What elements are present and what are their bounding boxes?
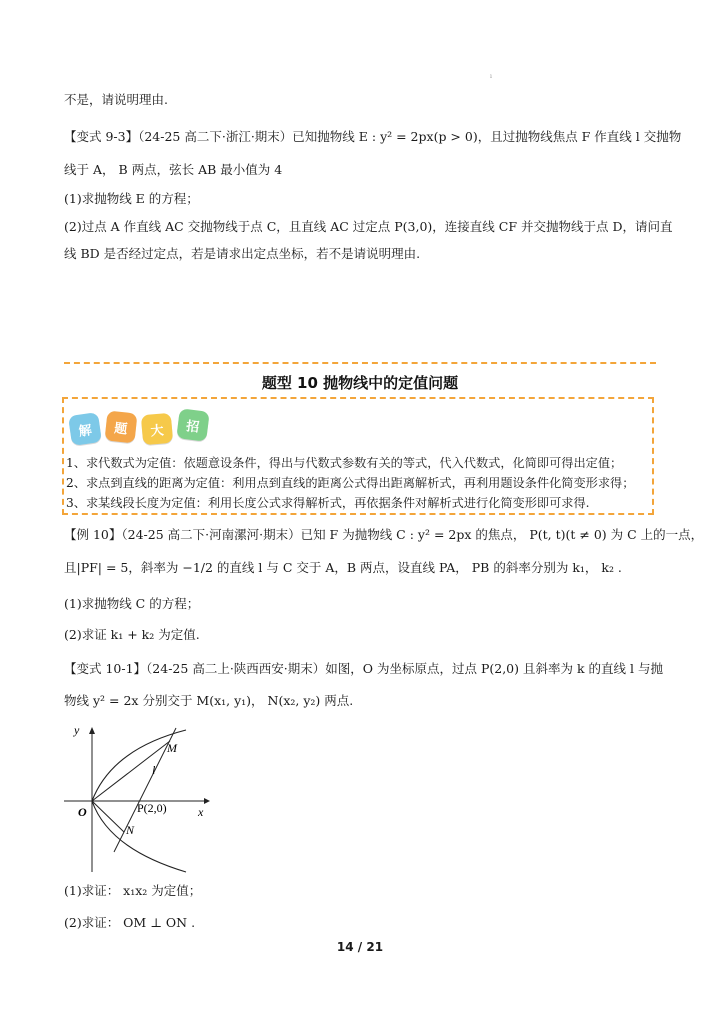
badge-ti: 题 bbox=[105, 411, 138, 444]
parabola-figure bbox=[64, 724, 214, 874]
variant-10-1-q2: (2)求证： OM ⊥ ON . bbox=[64, 915, 196, 930]
top-mark: ı bbox=[490, 73, 492, 80]
variant-9-3-line-1: 【变式 9-3】（24-25 高二下·浙江·期末）已知抛物线 E : y² = 2px(p > 0)，且过抛物线焦点 F 作直线 l 交抛物 bbox=[64, 129, 682, 144]
text-line-1: 不是，请说明理由. bbox=[64, 92, 168, 107]
label-x: x bbox=[198, 805, 204, 819]
tip-3: 3、求某线段长度为定值：利用长度公式求得解析式，再依据条件对解析式进行化简变形即可求得. bbox=[66, 496, 590, 510]
label-p: P(2,0) bbox=[137, 801, 167, 815]
variant-10-1-q1: (1)求证： x₁x₂ 为定值； bbox=[64, 883, 202, 898]
section-top-divider bbox=[64, 362, 656, 364]
tips-badges bbox=[70, 408, 210, 448]
variant-9-3-q1: (1)求抛物线 E 的方程； bbox=[64, 191, 199, 206]
badge-jie: 解 bbox=[68, 412, 102, 446]
variant-9-3-q2-line-2: 线 BD 是否经过定点，若是请求出定点坐标，若不是请说明理由. bbox=[64, 246, 421, 261]
badge-da: 大 bbox=[141, 413, 174, 446]
x-axis-arrow bbox=[204, 798, 210, 804]
segment-om bbox=[92, 741, 170, 801]
example-10-q1: (1)求抛物线 C 的方程； bbox=[64, 596, 200, 611]
label-l: l bbox=[152, 763, 156, 777]
y-axis-arrow bbox=[89, 727, 95, 734]
tip-1: 1、求代数式为定值：依题意设条件，得出与代数式参数有关的等式，代入代数式，化简即可得出定值； bbox=[66, 456, 623, 470]
example-10-q2: (2)求证 k₁ + k₂ 为定值. bbox=[64, 627, 200, 642]
label-o: O bbox=[78, 805, 87, 819]
variant-10-1-line-1: 【变式 10-1】（24-25 高二上·陕西西安·期末）如图，O 为坐标原点，过点 P(2,0) 且斜率为 k 的直线 l 与抛 bbox=[64, 661, 663, 676]
variant-10-1-line-2: 物线 y² = 2x 分别交于 M(x₁, y₁)， N(x₂, y₂) 两点. bbox=[64, 693, 354, 708]
badge-zhao: 招 bbox=[176, 408, 209, 441]
variant-9-3-line-2: 线于 A， B 两点，弦长 AB 最小值为 4 bbox=[64, 162, 283, 177]
page-number: 14 / 21 bbox=[336, 940, 384, 954]
label-n: N bbox=[126, 823, 135, 837]
section-title: 题型 10 抛物线中的定值问题 bbox=[261, 374, 459, 392]
tip-2: 2、求点到直线的距离为定值：利用点到直线的距离公式得出距离解析式，再利用题设条件化简变形求得； bbox=[66, 476, 635, 490]
example-10-line-1: 【例 10】（24-25 高二下·河南漯河·期末）已知 F 为抛物线 C : y² = 2px 的焦点， P(t, t)(t ≠ 0) 为 C 上的一点， bbox=[64, 527, 704, 542]
example-10-line-2: 且|PF| = 5，斜率为 −1/2 的直线 l 与 C 交于 A，B 两点，设直线 PA， PB 的斜率分别为 k₁， k₂ . bbox=[64, 560, 622, 575]
variant-9-3-q2-line-1: (2)过点 A 作直线 AC 交抛物线于点 C，且直线 AC 过定点 P(3,0)，连接直线 CF 并交抛物线于点 D，请问直 bbox=[64, 219, 673, 234]
label-m: M bbox=[167, 741, 177, 755]
label-y: y bbox=[74, 724, 80, 737]
